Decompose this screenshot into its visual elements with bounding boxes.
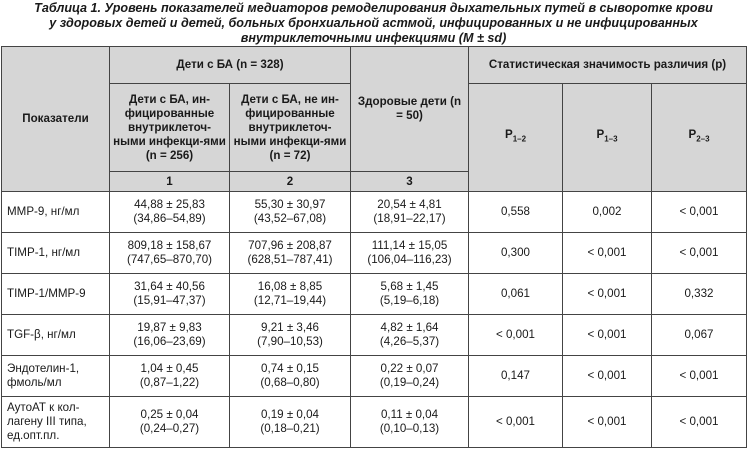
cell-col3-line: (0,19–0,24) (379, 376, 440, 389)
cell-p23-line: 0,332 (684, 287, 714, 300)
cell-col3-line: 4,82 ± 1,64 (380, 321, 439, 334)
cell-col3-line: (106,04–116,23) (367, 253, 452, 266)
cell-p13-line: < 0,001 (587, 287, 627, 300)
cell-p12-line: 0,558 (500, 205, 530, 218)
cell-p23-line: 0,067 (684, 328, 714, 341)
cell-p12-line: < 0,001 (495, 328, 535, 341)
cell-p12 (469, 397, 563, 448)
cell-col1-line: (34,86–54,89) (133, 212, 206, 225)
cell-col3-line: 0,11 ± 0,04 (380, 408, 439, 421)
cell-col1-line: 19,87 ± 9,83 (137, 321, 202, 334)
cell-p12 (469, 233, 563, 274)
cell-p23-line: < 0,001 (679, 415, 719, 428)
cell-p23 (652, 356, 747, 397)
cell-p13 (563, 233, 652, 274)
cell-col1-line: 0,25 ± 0,04 (140, 408, 199, 421)
indicator-name-line: TGF-β, нг/мл (7, 328, 76, 341)
p12-sub: 1–2 (512, 134, 527, 144)
cell-col1 (110, 233, 230, 274)
cell-col1-line: (15,91–47,37) (133, 294, 206, 307)
cell-col2-line: 707,96 ± 208,87 (248, 239, 332, 252)
cell-p23-line: < 0,001 (679, 246, 719, 259)
cell-col1 (110, 356, 230, 397)
cell-p12 (469, 315, 563, 356)
cell-col3 (351, 192, 469, 233)
cell-col3-line: (0,10–0,13) (379, 422, 440, 435)
table-row (2, 274, 747, 315)
cell-col3 (351, 356, 469, 397)
header-col2: Дети с БА, не ин-фицированные внутриклеточ-ными инфекци-ями (n = 72) (230, 84, 351, 172)
cell-col2-line: 16,08 ± 8,85 (257, 280, 323, 293)
cell-col2-line: (628,51–787,41) (247, 253, 333, 266)
cell-col2-line: 9,21 ± 3,46 (261, 321, 319, 334)
cell-col2-line: 55,30 ± 30,97 (254, 198, 326, 211)
cell-col3 (351, 274, 469, 315)
cell-col3-line: 20,54 ± 4,81 (377, 198, 442, 211)
table-row (2, 233, 747, 274)
table-caption (0, 0, 747, 46)
cell-col2-line: (12,71–19,44) (253, 294, 327, 307)
cell-p12 (469, 274, 563, 315)
cell-col1-line: 44,88 ± 25,83 (134, 198, 205, 211)
cell-p12-line: 0,147 (500, 369, 530, 382)
cell-p12 (469, 356, 563, 397)
cell-col1 (110, 315, 230, 356)
header-indicators: Показатели (2, 47, 110, 192)
header-num-2: 2 (230, 172, 351, 192)
indicator-name-line: АутоАТ к кол-лагену III типа, ед.опт.пл. (7, 401, 87, 442)
cell-col2 (230, 397, 351, 448)
p13-main: P (596, 128, 605, 142)
table-row (2, 192, 747, 233)
p23-sub: 2–3 (696, 134, 710, 144)
cell-p12-line: 0,061 (500, 287, 530, 300)
cell-col2-line: 0,19 ± 0,04 (261, 408, 319, 421)
indicator-name (2, 233, 110, 274)
cell-col1 (110, 192, 230, 233)
cell-col2-line: (0,68–0,80) (260, 376, 320, 389)
cell-col2 (230, 315, 351, 356)
header-group-ba: Дети с БА (n = 328) (110, 47, 351, 84)
cell-col1-line: 809,18 ± 158,67 (127, 239, 212, 252)
cell-p13-line: < 0,001 (587, 328, 627, 341)
data-table (1, 46, 747, 448)
header-healthy: Здоровые дети (n = 50) (351, 47, 469, 172)
cell-col3-line: 0,22 ± 0,07 (380, 362, 439, 375)
cell-col1-line: (0,24–0,27) (139, 422, 200, 435)
cell-p12 (469, 192, 563, 233)
cell-col1-line: 31,64 ± 40,56 (134, 280, 205, 293)
header-p13 (563, 84, 652, 192)
cell-p23 (652, 233, 747, 274)
cell-col3-line: (18,91–22,17) (373, 212, 446, 225)
header-p12 (469, 84, 563, 192)
indicator-name-line: Эндотелин-1, фмоль/мл (7, 362, 80, 389)
cell-p13 (563, 192, 652, 233)
cell-col2 (230, 192, 351, 233)
caption-line-1: Таблица 1. Уровень показателей медиаторов ремоделирования дыхательных путей в сыворотке крови (34, 1, 713, 15)
cell-col3-line: 5,68 ± 1,45 (380, 280, 439, 293)
cell-col1 (110, 397, 230, 448)
cell-col1-line: (747,65–870,70) (126, 253, 213, 266)
cell-p13 (563, 356, 652, 397)
table-row (2, 315, 747, 356)
cell-col2-line: 0,74 ± 0,15 (261, 362, 319, 375)
cell-col1-line: 1,04 ± 0,45 (140, 362, 199, 375)
indicator-name (2, 274, 110, 315)
cell-p23-line: < 0,001 (679, 205, 719, 218)
indicator-name (2, 315, 110, 356)
cell-col2 (230, 274, 351, 315)
cell-col2 (230, 356, 351, 397)
cell-p13-line: < 0,001 (587, 246, 627, 259)
cell-p13-line: < 0,001 (587, 415, 627, 428)
table-row (2, 397, 747, 448)
p23-main: P (688, 128, 697, 142)
cell-p13 (563, 315, 652, 356)
cell-col3 (351, 315, 469, 356)
cell-p13 (563, 397, 652, 448)
indicator-name (2, 192, 110, 233)
cell-col3-line: (4,26–5,37) (379, 335, 440, 348)
cell-col1-line: (16,06–23,69) (133, 335, 206, 348)
indicator-name-line: TIMP-1/MMP-9 (7, 287, 86, 300)
cell-p12-line: < 0,001 (495, 415, 535, 428)
cell-col1 (110, 274, 230, 315)
indicator-name (2, 356, 110, 397)
cell-col3 (351, 233, 469, 274)
header-p23 (652, 84, 747, 192)
caption-line-3: внутриклеточными инфекциями (M ± sd) (240, 31, 507, 45)
cell-p13-line: < 0,001 (587, 369, 627, 382)
cell-p23-line: < 0,001 (679, 369, 719, 382)
cell-p23 (652, 397, 747, 448)
table-row (2, 356, 747, 397)
header-num-3: 3 (351, 172, 469, 192)
header-num-1: 1 (110, 172, 230, 192)
cell-col2 (230, 233, 351, 274)
header-stat: Статистическая значимость различия (р) (469, 47, 747, 84)
cell-p13 (563, 274, 652, 315)
cell-col3-line: 111,14 ± 15,05 (371, 239, 448, 252)
cell-col2-line: (0,18–0,21) (260, 422, 320, 435)
caption-line-2: у здоровых детей и детей, больных бронхиальной астмой, инфицированных и не инфицированных (49, 16, 698, 30)
indicator-name-line: TIMP-1, нг/мл (7, 246, 81, 259)
cell-p23 (652, 192, 747, 233)
cell-col1-line: (0,87–1,22) (139, 376, 200, 389)
p13-sub: 1–3 (604, 134, 618, 144)
indicator-name (2, 397, 110, 448)
cell-p12-line: 0,300 (500, 246, 530, 259)
cell-col2-line: (43,52–67,08) (253, 212, 327, 225)
indicator-name-line: MMP-9, нг/мл (7, 205, 80, 218)
cell-p13-line: 0,002 (592, 205, 622, 218)
cell-p23 (652, 274, 747, 315)
cell-col3-line: (5,19–6,18) (379, 294, 440, 307)
cell-p23 (652, 315, 747, 356)
p12-main: P (504, 128, 513, 142)
cell-col2-line: (7,90–10,53) (257, 335, 323, 348)
header-col1: Дети с БА, ин-фицированные внутриклеточ-ными инфекци-ями (n = 256) (110, 84, 230, 172)
cell-col3 (351, 397, 469, 448)
